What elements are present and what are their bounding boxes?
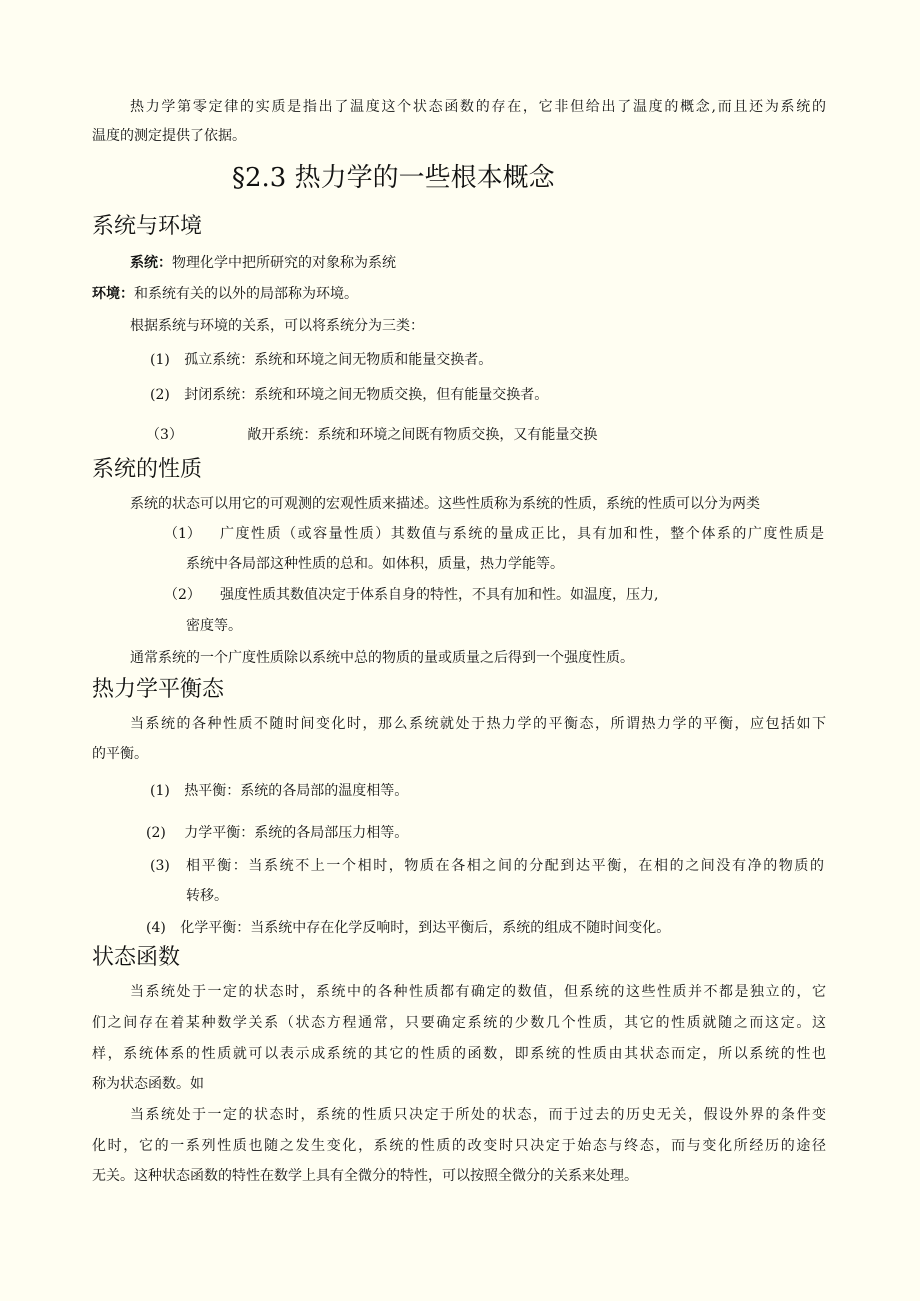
state-function-p1-line-2: 们之间存在着某种数学关系（状态方程通常，只要确定系统的少数几个性质，其它的性质就随之而这定。这 (92, 1015, 826, 1031)
list-text: 封闭系统：系统和环境之间无物质交换，但有能量交换者。 (184, 387, 549, 403)
heading-system-environment: 系统与环境 (92, 214, 203, 239)
state-function-p2-line-1: 当系统处于一定的状态时，系统的性质只决定于所处的状态，而于过去的历史无关，假设外界的条件变 (130, 1107, 826, 1123)
equilibrium-intro-line-2: 的平衡。 (92, 746, 148, 762)
list-text: 孤立系统：系统和环境之间无物质和能量交换者。 (184, 352, 493, 368)
heading-state-function: 状态函数 (92, 945, 181, 970)
section-title: §2.3 热力学的一些根本概念 (232, 163, 555, 193)
list-text: 敞开系统：系统和环境之间既有物质交换，又有能量交换 (247, 427, 598, 443)
list-number: (2) (146, 825, 166, 841)
properties-item-1-line-2: 系统中各局部这种性质的总和。如体积，质量，热力学能等。 (186, 556, 564, 572)
equilibrium-item-phase-line-1: 相平衡：当系统不上一个相时，物质在各相之间的分配到达平衡，在相的之间没有净的物质的 (186, 858, 824, 874)
classification-sentence: 根据系统与环境的关系，可以将系统分为三类： (130, 318, 424, 334)
intro-line-1: 热力学第零定律的实质是指出了温度这个状态函数的存在，它非但给出了温度的概念,而且还为系统的 (130, 99, 826, 115)
intro-line-2: 温度的测定提供了依据。 (92, 128, 246, 144)
properties-item-2-line-1: 强度性质其数值决定于体系自身的特性，不具有加和性。如温度，压力, (220, 587, 659, 603)
system-text: 物理化学中把所研究的对象称为系统 (172, 255, 396, 271)
equilibrium-item-phase-number: (3) (150, 858, 170, 874)
state-function-p1-line-1: 当系统处于一定的状态时，系统中的各种性质都有确定的数值，但系统的这些性质并不都是独立的，它 (130, 984, 826, 1000)
properties-item-1-line-1: 广度性质（或容量性质）其数值与系统的量成正比，具有加和性，整个体系的广度性质是 (220, 526, 824, 542)
heading-thermodynamic-equilibrium: 热力学平衡态 (92, 677, 225, 702)
state-function-p2-line-3: 无关。这种状态函数的特性在数学上具有全微分的特性，可以按照全微分的关系来处理。 (92, 1168, 638, 1184)
environment-definition (92, 284, 358, 304)
environment-label: 环境： (92, 286, 134, 302)
properties-item-1-number: （1） (164, 526, 201, 542)
state-function-p2-line-2: 化时，它的一系列性质也随之发生变化，系统的性质的改变时只决定于始态与终态，而与变化所经历的途径 (92, 1138, 826, 1154)
list-number: (2) (150, 387, 170, 403)
list-text: 热平衡：系统的各局部的温度相等。 (184, 783, 409, 799)
list-number: （3） (146, 427, 183, 443)
system-definition (130, 253, 396, 273)
list-item-open (146, 425, 597, 445)
list-text: 化学平衡：当系统中存在化学反响时，到达平衡后，系统的组成不随时间变化。 (180, 920, 671, 936)
list-number: (1) (150, 783, 170, 799)
system-label: 系统： (130, 255, 172, 271)
equilibrium-item-phase-line-2: 转移。 (186, 888, 228, 904)
equilibrium-intro-line-1: 当系统的各种性质不随时间变化时，那么系统就处于热力学的平衡态，所谓热力学的平衡，应包括如下 (130, 716, 826, 732)
list-item-closed (150, 385, 548, 405)
equilibrium-item-thermal (150, 781, 408, 801)
state-function-p1-line-4: 称为状态函数。如 (92, 1076, 204, 1092)
properties-item-2-number: （2） (164, 587, 201, 603)
list-item-isolated (150, 350, 492, 370)
heading-system-properties: 系统的性质 (92, 457, 203, 482)
list-number: (4) (146, 920, 166, 936)
state-function-p1-line-3: 样，系统体系的性质就可以表示成系统的其它的性质的函数，即系统的性质由其状态而定，所以系统的性也 (92, 1046, 826, 1062)
list-number: (1) (150, 352, 170, 368)
properties-intro: 系统的状态可以用它的可观测的宏观性质来描述。这些性质称为系统的性质，系统的性质可以分为两类 (130, 496, 760, 512)
environment-text: 和系统有关的以外的局部称为环境。 (134, 286, 358, 302)
equilibrium-item-mechanical (146, 823, 408, 843)
properties-item-2-line-2: 密度等。 (186, 618, 242, 634)
equilibrium-item-chemical (146, 918, 670, 938)
list-text: 力学平衡：系统的各局部压力相等。 (184, 825, 409, 841)
properties-outro: 通常系统的一个广度性质除以系统中总的物质的量或质量之后得到一个强度性质。 (130, 650, 634, 666)
